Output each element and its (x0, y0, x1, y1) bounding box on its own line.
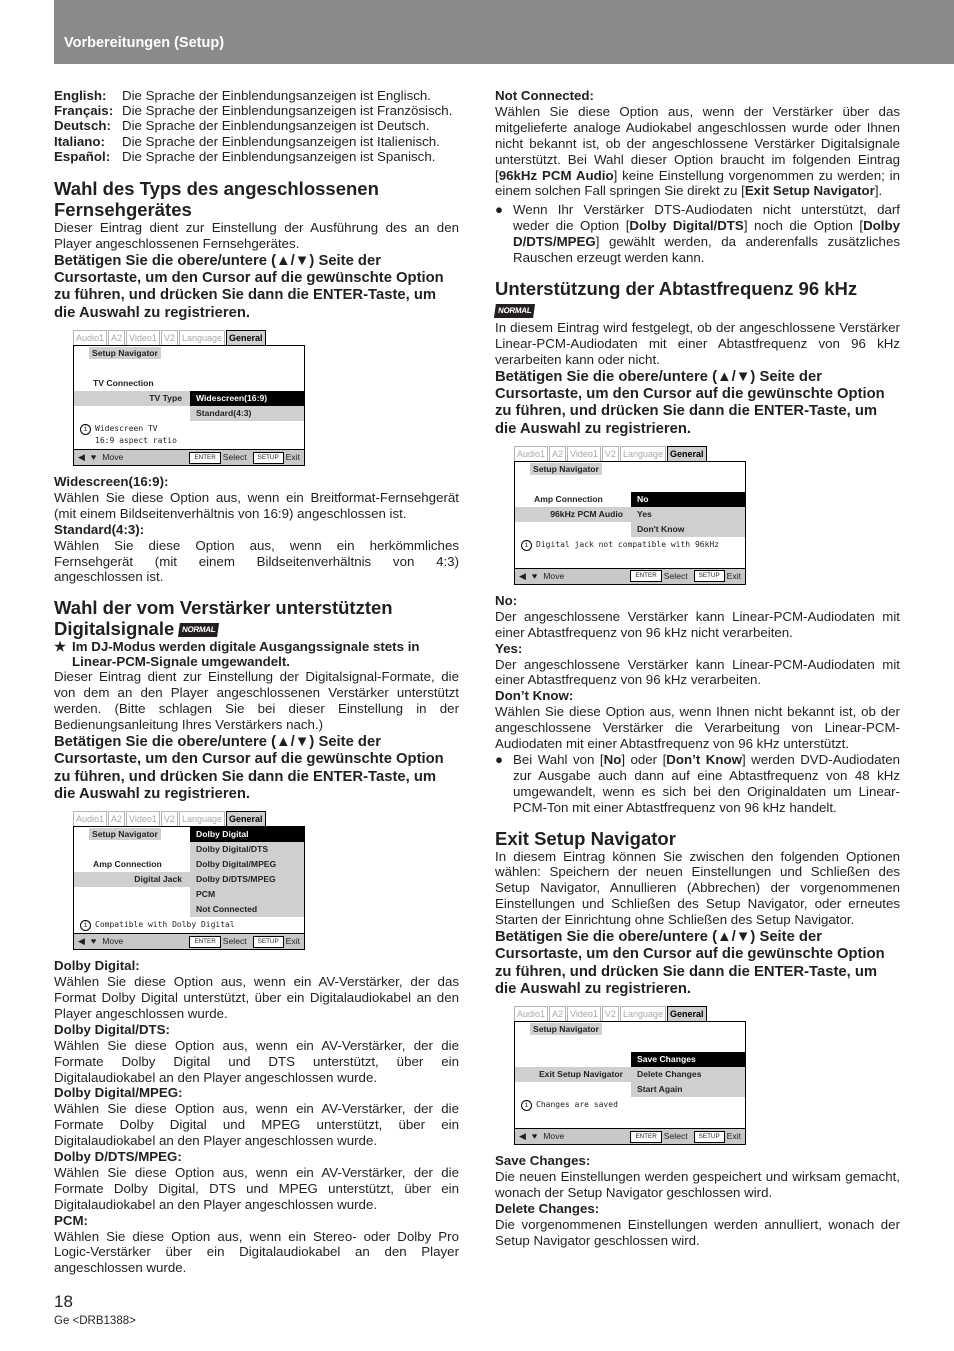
instruction-text: Betätigen Sie die obere/untere (▲/▼) Seite der Cursortaste, um den Cursor auf die gewünschte Option zu führen, und drücken Sie dann die ENTER-Taste, um die Auswahl zu registrieren. (54, 733, 444, 802)
language-name: Español: (54, 148, 111, 164)
term-desc: Die neuen Einstellungen werden gespeichert und wirksam gemacht, wonach der Setup Navigator geschlossen wird. (495, 1169, 900, 1201)
language-desc: Die Sprache der Einblendungsanzeigen ist Englisch. (122, 88, 431, 103)
arrow-up-down-icon: ♥ (90, 452, 97, 463)
tab-audio1: Audio1 (514, 1006, 548, 1021)
osd-info (515, 537, 745, 553)
osd-option-selected: No (631, 492, 745, 507)
term-desc: Der angeschlossene Verstärker kann Linear-PCM-Audiodaten mit einer Abtastfrequenz von 96 kHz verarbeiten. (495, 656, 900, 688)
osd-info (515, 1097, 745, 1113)
tab-a2: A2 (549, 446, 566, 461)
term-label: Not Connected: (495, 88, 594, 103)
osd-nav-label: Setup Navigator (89, 828, 161, 840)
osd-option: Dolby D/DTS/MPEG (190, 872, 304, 887)
osd-screen-exit (514, 1006, 746, 1145)
language-name: Italiano: (54, 133, 105, 149)
osd-group-label: Amp Connection (93, 859, 162, 870)
osd-exit-label: Exit (285, 452, 300, 463)
section-heading-96khz (495, 278, 900, 320)
star-note (54, 639, 459, 669)
arrow-up-down-icon: ♥ (531, 570, 538, 581)
tab-language: Language (620, 1006, 666, 1021)
osd-tab-bar (514, 446, 746, 461)
term-desc: Die vorgenommenen Einstellungen werden annulliert, wonach der Setup Navigator geschlossen wird. (495, 1216, 900, 1248)
term-label: Delete Changes: (495, 1201, 600, 1216)
tab-v2: V2 (161, 330, 178, 345)
osd-select-label: Select (663, 570, 688, 581)
osd-option-selected: Dolby Digital (190, 827, 304, 842)
tab-a2: A2 (108, 811, 125, 826)
language-name: Français: (54, 103, 114, 119)
setup-key: SETUP (253, 452, 284, 464)
tab-general: General (226, 811, 266, 826)
tab-video1: Video1 (126, 330, 160, 345)
osd-option: PCM (190, 887, 304, 902)
digital-intro: Dieser Eintrag dient zur Einstellung der Digitalsignal-Formate, die von dem an den Player angeschlossenen Verstärker unterstützt werden. (Bitte schlagen Sie bei dieser Einstellung in der Bedienungsanleitung Ihres Verstärkers nach.) (54, 669, 459, 733)
term-label: Don’t Know: (495, 688, 574, 704)
term-label: Dolby Digital/MPEG: (54, 1085, 183, 1101)
bullet-note: ● Bei Wahl von [No] oder [Don’t Know] werden DVD-Audiodaten zur Ausgabe auch dann auf eine Abtastfrequenz von 48 kHz umgewandelt, wenn es sich bei den Originaldaten um Linear-PCM-Ton mit einer Abtastfrequenz von 96 kHz handelt. (495, 751, 900, 815)
heading-text: Unterstützung der Abtastfrequenz 96 kHz (495, 277, 858, 299)
setup-key: SETUP (253, 936, 284, 948)
osd-tab-bar (514, 1006, 746, 1021)
osd-option-selected: Save Changes (631, 1052, 745, 1067)
osd-item-label: 96kHz PCM Audio (515, 507, 631, 522)
tab-language: Language (179, 330, 225, 345)
tab-audio1: Audio1 (73, 330, 107, 345)
language-desc: Die Sprache der Einblendungsanzeigen ist Deutsch. (122, 118, 430, 134)
osd-footer (515, 1128, 745, 1144)
osd-group-label: Amp Connection (534, 493, 603, 504)
instruction-text: Betätigen Sie die obere/untere (▲/▼) Seite der Cursortaste, um den Cursor auf die gewünschte Option zu führen, und drücken Sie dann die ENTER-Taste, um die Auswahl zu registrieren. (495, 368, 885, 437)
osd-exit-label: Exit (726, 570, 741, 581)
osd-exit-label: Exit (285, 936, 300, 947)
tab-video1: Video1 (567, 446, 601, 461)
arrow-left-right-icon: ◀ (519, 1131, 526, 1142)
document-code: Ge <DRB1388> (54, 1315, 136, 1327)
tab-a2: A2 (549, 1006, 566, 1021)
tab-language: Language (620, 446, 666, 461)
osd-move-label: Move (102, 452, 124, 463)
osd-info-text: Digital jack not compatible with 96kHz (536, 539, 720, 549)
language-name: English: (54, 88, 107, 103)
language-row (54, 149, 459, 164)
enter-key: ENTER (189, 452, 220, 464)
language-row (54, 103, 459, 118)
osd-info-text: Compatible with Dolby Digital (95, 920, 235, 930)
osd-info (74, 421, 304, 449)
tab-audio1: Audio1 (514, 446, 548, 461)
bullet-note: ● Wenn Ihr Verstärker DTS-Audiodaten nicht unterstützt, darf weder die Option [Dolby Digital/DTS] noch die Option [Dolby D/DTS/MPEG] gewählt werden, da anderenfalls zusätzliches Rauschen erzeugt werden kann. (495, 202, 900, 266)
tab-general: General (226, 330, 266, 345)
osd-move-label: Move (543, 570, 565, 581)
term-desc: Wählen Sie diese Option aus, wenn Ihnen nicht bekannt ist, ob der angeschlossene Verstärker die Verarbeitung von Linear-PCM-Audiodaten mit einer Abtastfrequenz von 96 kHz unterstützt. (495, 704, 900, 752)
instruction-text: Betätigen Sie die obere/untere (▲/▼) Seite der Cursortaste, um den Cursor auf die gewünschte Option zu führen, und drücken Sie dann die ENTER-Taste, um die Auswahl zu registrieren. (54, 252, 444, 321)
osd-move-label: Move (543, 1131, 565, 1142)
tab-v2: V2 (161, 811, 178, 826)
instruction-text: Betätigen Sie die obere/untere (▲/▼) Seite der Cursortaste, um den Cursor auf die gewünschte Option zu führen, und drücken Sie dann die ENTER-Taste, um die Auswahl zu registrieren. (495, 929, 885, 997)
star-note-text: Im DJ-Modus werden digitale Ausgangssignale stets in Linear-PCM-Signale umgewandelt. (72, 639, 420, 670)
info-icon: i (521, 540, 532, 551)
star-icon: ★ (54, 639, 66, 655)
language-row (54, 118, 459, 133)
osd-info (74, 917, 304, 933)
tv-intro: Dieser Eintrag dient zur Einstellung der Ausführung des an den Player angeschlossenen Fernsehgerätes. (54, 220, 459, 251)
enter-key: ENTER (630, 570, 661, 582)
osd-info-text: 16:9 aspect ratio (95, 436, 177, 446)
osd-option: Don't Know (631, 522, 745, 537)
osd-body (73, 826, 305, 950)
osd-body (73, 345, 305, 466)
osd-exit-label: Exit (726, 1131, 741, 1142)
osd-option: Dolby Digital/DTS (190, 842, 304, 857)
language-row (54, 134, 459, 149)
tab-audio1: Audio1 (73, 811, 107, 826)
info-icon: i (80, 424, 91, 435)
osd-footer (74, 449, 304, 465)
osd-item-label: TV Type (74, 391, 190, 406)
right-column (495, 88, 900, 1249)
arrow-left-right-icon: ◀ (519, 570, 526, 581)
osd-option-selected: Widescreen(16:9) (190, 391, 304, 406)
setup-key: SETUP (694, 570, 725, 582)
language-name: Deutsch: (54, 118, 111, 134)
term-label: No: (495, 592, 518, 608)
term-desc: Wählen Sie diese Option aus, wenn ein Breitformat-Fernsehgerät (mit einem Bildseitenverhältnis von 16:9) angeschlossen ist. (54, 489, 459, 521)
language-list (54, 88, 459, 164)
language-row (54, 88, 459, 103)
tab-general: General (667, 1006, 707, 1021)
osd-select-label: Select (222, 936, 247, 947)
setup-key: SETUP (694, 1131, 725, 1143)
enter-key: ENTER (189, 936, 220, 948)
term-desc: Wählen Sie diese Option aus, wenn ein AV-Verstärker, der das Format Dolby Digital unterstützt, über ein Digitalaudiokabel an den Player angeschlossen wurde. (54, 974, 459, 1021)
osd-nav-label: Setup Navigator (530, 463, 602, 475)
osd-option: Standard(4:3) (190, 406, 304, 421)
tab-general: General (667, 446, 707, 461)
osd-tab-bar (73, 811, 305, 826)
arrow-up-down-icon: ♥ (90, 936, 97, 947)
osd-option: Yes (631, 507, 745, 522)
term-desc: Wählen Sie diese Option aus, wenn ein AV-Verstärker, der die Formate Dolby Digital und DTS unterstützt, über ein Digitalaudiokabel an den Player angeschlossen wurde. (54, 1037, 459, 1085)
section-heading-tv: Wahl des Typs des angeschlossenen Fernsehgerätes (54, 178, 379, 221)
osd-option: Dolby Digital/MPEG (190, 857, 304, 872)
term-label: Dolby Digital/DTS: (54, 1021, 170, 1037)
osd-screen-96khz (514, 446, 746, 585)
osd-option: Start Again (631, 1082, 745, 1097)
osd-nav-label: Setup Navigator (89, 347, 161, 359)
osd-body (514, 1021, 746, 1145)
tab-video1: Video1 (126, 811, 160, 826)
tab-video1: Video1 (567, 1006, 601, 1021)
osd-select-label: Select (663, 1131, 688, 1142)
osd-option: Delete Changes (631, 1067, 745, 1082)
osd-select-label: Select (222, 452, 247, 463)
language-desc: Die Sprache der Einblendungsanzeigen ist Spanisch. (122, 148, 436, 164)
term-desc: Der angeschlossene Verstärker kann Linear-PCM-Audiodaten mit einer Abtastfrequenz von 96 kHz nicht verarbeiten. (495, 608, 900, 640)
bullet-icon: ● (495, 202, 504, 218)
enter-key: ENTER (630, 1131, 661, 1143)
section-heading-digital (54, 597, 459, 639)
normal-mode-icon: NORMAL (178, 623, 219, 637)
term-label: Widescreen(16:9): (54, 474, 169, 490)
normal-mode-icon: NORMAL (494, 304, 535, 318)
arrow-left-right-icon: ◀ (78, 452, 85, 463)
term-desc: Wählen Sie diese Option aus, wenn ein AV-Verstärker, der die Formate Dolby Digital und MPEG unterstützt, über ein Digitalaudiokabel an den Player angeschlossen wurde. (54, 1101, 459, 1149)
arrow-left-right-icon: ◀ (78, 936, 85, 947)
osd-nav-label: Setup Navigator (530, 1023, 602, 1035)
term-label: Dolby Digital: (54, 958, 140, 974)
osd-tab-bar (73, 330, 305, 345)
left-column (54, 88, 459, 1276)
term-label: Yes: (495, 640, 523, 656)
tab-v2: V2 (602, 446, 619, 461)
khz-intro: In diesem Eintrag wird festgelegt, ob der angeschlossene Verstärker Linear-PCM-Audiodaten mit einer Abtastfrequenz von 96 kHz verarbeiten kann oder nicht. (495, 319, 900, 367)
page-header (54, 0, 954, 64)
tab-language: Language (179, 811, 225, 826)
osd-group-label: TV Connection (93, 378, 154, 389)
section-heading-exit: Exit Setup Navigator (495, 827, 676, 849)
term-desc: Wählen Sie diese Option aus, wenn der Verstärker über das mitgelieferte analoge Audiokabel angeschlossen wurde oder Ihnen nicht bekannt ist, ob der angeschlossene Verstärker Digitalsignale unterstützt. Bei Wahl dieser Option braucht im folgenden Eintrag [96kHz PCM Audio] keine Einstellung vorgenommen zu werden; in einem solchen Fall springen Sie direkt zu [Exit Setup Navigator]. (495, 103, 901, 199)
osd-item-label: Exit Setup Navigator (515, 1067, 631, 1082)
osd-footer (74, 933, 304, 949)
term-label: Dolby D/DTS/MPEG: (54, 1149, 182, 1165)
info-icon: i (521, 1100, 532, 1111)
tab-v2: V2 (602, 1006, 619, 1021)
language-desc: Die Sprache der Einblendungsanzeigen ist Französisch. (122, 103, 453, 119)
osd-info-text: Widescreen TV (95, 424, 158, 434)
term-desc: Wählen Sie diese Option aus, wenn ein AV-Verstärker, der die Formate Dolby Digital, DTS und MPEG unterstützt, über ein Digitalaudiokabel an den Player angeschlossen wurde. (54, 1164, 459, 1212)
osd-footer (515, 568, 745, 584)
osd-move-label: Move (102, 936, 124, 947)
arrow-up-down-icon: ♥ (531, 1131, 538, 1142)
osd-screen-digital (73, 811, 305, 950)
language-desc: Die Sprache der Einblendungsanzeigen ist Italienisch. (122, 133, 440, 149)
tab-a2: A2 (108, 330, 125, 345)
bullet-icon: ● (495, 751, 504, 767)
header-title: Vorbereitungen (Setup) (64, 35, 225, 51)
exit-intro: In diesem Eintrag können Sie zwischen den folgenden Optionen wählen: Speichern der neuen Einstellungen und Schließen des Setup Navigator, Annullieren (Abbrechen) der vorgenommenen Einstellungen und Schließen des Setup Navigator, oder erneutes Starten der Einrichtung ohne Schließen des Setup Navigator. (495, 848, 900, 928)
osd-screen-tv (73, 330, 305, 466)
info-icon: i (80, 920, 91, 931)
term-label: Save Changes: (495, 1153, 591, 1169)
term-label: PCM: (54, 1212, 88, 1228)
osd-body (514, 461, 746, 585)
term-desc: Wählen Sie diese Option aus, wenn ein herkömmliches Fernsehgerät (mit einem Bildseitenverhältnis von 4:3) angeschlossen ist. (54, 537, 459, 585)
osd-item-label: Digital Jack (74, 872, 190, 887)
page-number: 18 (54, 1292, 73, 1311)
osd-info-text: Changes are saved (536, 1100, 618, 1110)
term-label: Standard(4:3): (54, 521, 145, 537)
heading-text: Wahl der vom Verstärker unterstützten Digitalsignale (54, 597, 393, 640)
term-desc: Wählen Sie diese Option aus, wenn ein Stereo- oder Dolby Pro Logic-Verstärker über ein Digitalaudiokabel an den Player angeschlossen wurde. (54, 1228, 459, 1276)
osd-option: Not Connected (190, 902, 304, 917)
